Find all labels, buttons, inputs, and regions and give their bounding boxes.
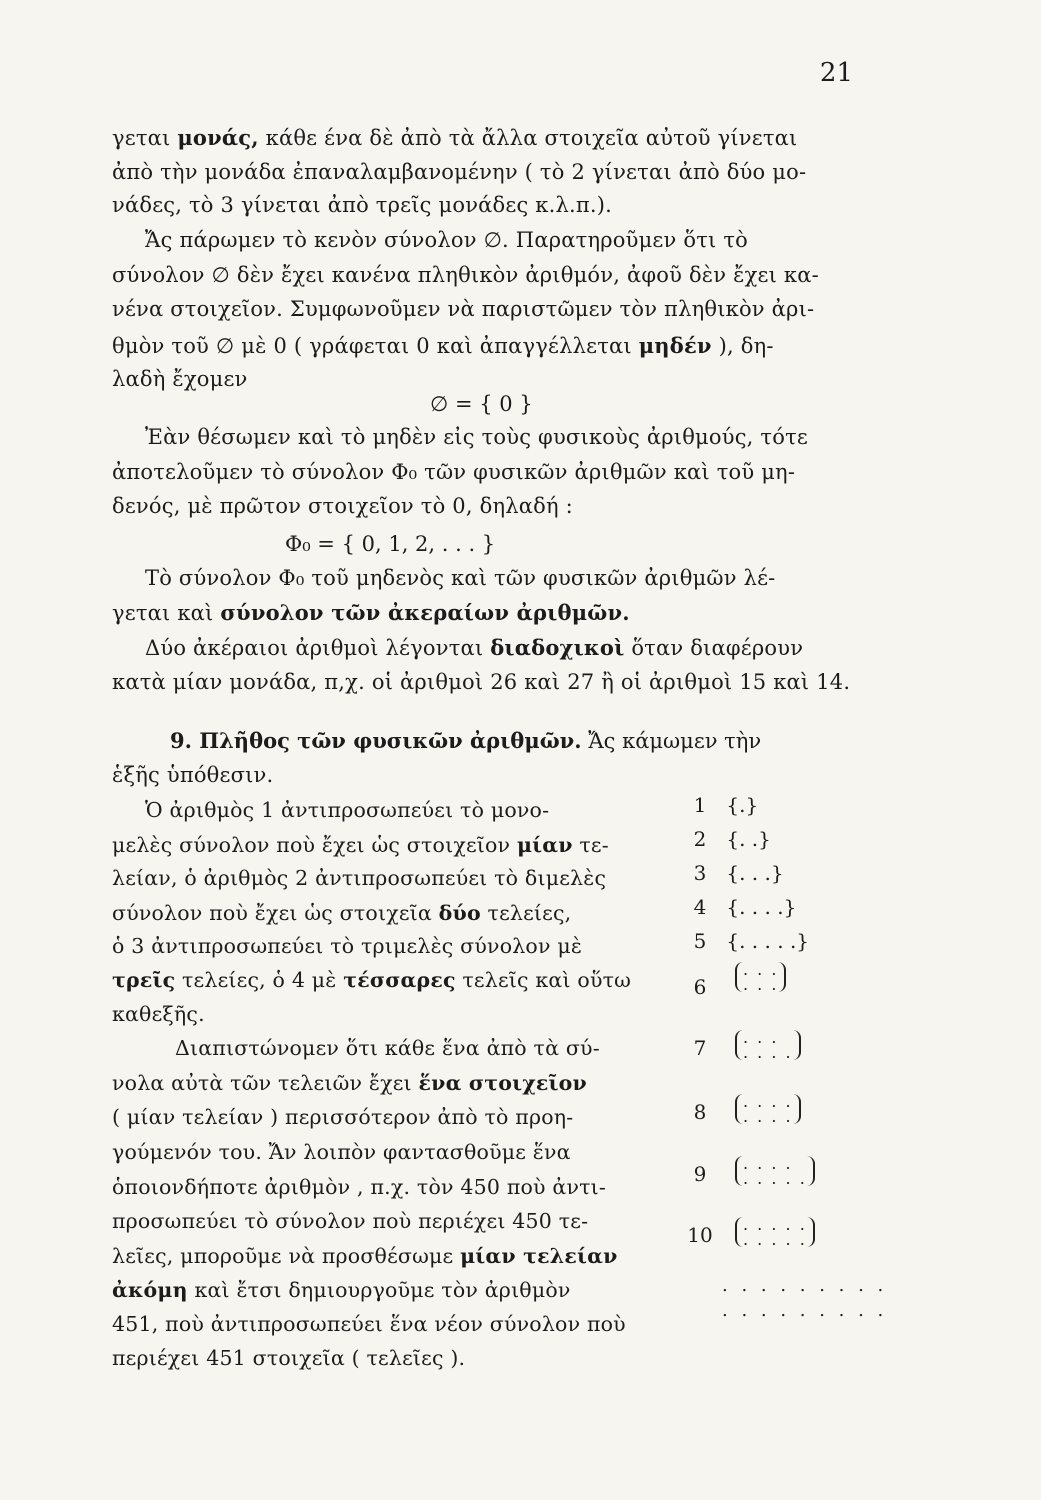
text-line: δενός, μὲ πρῶτον στοιχεῖον τὸ 0, δηλαδή : xyxy=(112,494,573,518)
example-number: 7 xyxy=(693,1036,707,1060)
ellipsis-row: . . . . . . . . . xyxy=(722,1300,888,1321)
text-line: καθεξῆς. xyxy=(112,1002,205,1026)
dot-set: . . . . . . . . . xyxy=(735,1156,815,1186)
text-line: ( μίαν τελείαν ) περισσότερον ἀπὸ τὸ προη- xyxy=(112,1105,574,1129)
equation-empty-set: ∅ = { 0 } xyxy=(430,392,533,416)
dot-set: . . . . . . xyxy=(735,962,786,992)
text-line: θμὸν τοῦ ∅ μὲ 0 ( γράφεται 0 καὶ ἀπαγγέλλεται μηδέν ), δη- xyxy=(112,333,774,358)
example-row: 4 {. . . .} xyxy=(693,895,797,919)
text-line: Διαπιστώνομεν ὅτι κάθε ἕνα ἀπὸ τὰ σύ- xyxy=(175,1036,600,1060)
dot-set: . . . . . . . . xyxy=(735,1094,801,1124)
ellipsis-row: . . . . . . . . . xyxy=(722,1275,888,1296)
example-row: 2 {. .} xyxy=(693,827,771,851)
example-number: 8 xyxy=(693,1100,707,1124)
text-line: ἑξῆς ὑπόθεσιν. xyxy=(112,763,274,787)
text-line: τρεῖς τελείες, ὁ 4 μὲ τέσσαρες τελεῖς καὶ οὕτω xyxy=(112,968,632,992)
text-line: λεῖες, μποροῦμε νὰ προσθέσωμε μίαν τελείαν xyxy=(112,1244,618,1268)
equation-phi0: Φ₀ = { 0, 1, 2, . . . } xyxy=(285,532,496,556)
example-number: 9 xyxy=(693,1162,707,1186)
section-heading: 9. Πλῆθος τῶν φυσικῶν ἀριθμῶν. Ἄς κάμωμεν τὴν xyxy=(170,728,762,753)
text-line: προσωπεύει τὸ σύνολον ποὺ περιέχει 450 τε- xyxy=(112,1209,589,1233)
text-line: ἀποτελοῦμεν τὸ σύνολον Φ₀ τῶν φυσικῶν ἀριθμῶν καὶ τοῦ μη- xyxy=(112,460,796,484)
text-line: σύνολον ποὺ ἔχει ὡς στοιχεῖα δύο τελείες, xyxy=(112,901,572,925)
text-line: γεται καὶ σύνολον τῶν ἀκεραίων ἀριθμῶν. xyxy=(112,600,630,625)
text-line: σύνολον ∅ δὲν ἔχει κανένα πληθικὸν ἀριθμόν, ἀφοῦ δὲν ἔχει κα- xyxy=(112,263,819,287)
text-line: Ὁ ἀριθμὸς 1 ἀντιπροσωπεύει τὸ μονο- xyxy=(145,798,550,822)
text-line: λείαν, ὁ ἀριθμὸς 2 ἀντιπροσωπεύει τὸ διμελὲς xyxy=(112,866,607,890)
text-line: 451, ποὺ ἀντιπροσωπεύει ἕνα νέον σύνολον ποὺ xyxy=(112,1312,626,1336)
dot-set: . . . . . . . . . . xyxy=(735,1217,815,1247)
example-row: 3 {. . .} xyxy=(693,861,784,885)
text-line: ὁποιονδήποτε ἀριθμὸν , π.χ. τὸν 450 ποὺ ἀντι- xyxy=(112,1175,607,1199)
page-number: 21 xyxy=(819,58,853,88)
example-row: 1 {.} xyxy=(693,793,759,817)
text-line: Ἄς πάρωμεν τὸ κενὸν σύνολον ∅. Παρατηροῦμεν ὅτι τὸ xyxy=(145,228,748,252)
text-line: Τὸ σύνολον Φ₀ τοῦ μηδενὸς καὶ τῶν φυσικῶν ἀριθμῶν λέ- xyxy=(145,566,776,590)
text-line: γεται μονάς, κάθε ένα δὲ ἀπὸ τὰ ἄλλα στοιχεῖα αὐτοῦ γίνεται xyxy=(112,125,798,150)
text-line: ἀπὸ τὴν μονάδα ἐπαναλαμβανομένην ( τὸ 2 γίνεται ἀπὸ δύο μο- xyxy=(112,160,807,184)
example-row: 5 {. . . . .} xyxy=(693,929,810,953)
example-number: 6 xyxy=(693,975,707,999)
dot-set: . . . . . . . xyxy=(735,1030,801,1060)
text-line: νένα στοιχεῖον. Συμφωνοῦμεν νὰ παριστῶμεν τὸν πληθικὸν ἀρι- xyxy=(112,297,815,321)
text-line: μελὲς σύνολον ποὺ ἔχει ὡς στοιχεῖον μίαν τε- xyxy=(112,833,609,857)
text-line: ὁ 3 ἀντιπροσωπεύει τὸ τριμελὲς σύνολον μὲ xyxy=(112,934,583,958)
text-line: Δύο ἀκέραιοι ἀριθμοὶ λέγονται διαδοχικοὶ ὅταν διαφέρουν xyxy=(145,635,804,660)
text-line: γούμενόν του. Ἄν λοιπὸν φαντασθοῦμε ἕνα xyxy=(112,1140,571,1164)
text-line: λαδὴ ἔχομεν xyxy=(112,367,248,391)
text-line: Ἐὰν θέσωμεν καὶ τὸ μηδὲν εἰς τοὺς φυσικοὺς ἀριθμούς, τότε xyxy=(145,425,808,449)
text-line: κατὰ μίαν μονάδα, π,χ. οἱ ἀριθμοὶ 26 καὶ 27 ἢ οἱ ἀριθμοὶ 15 καὶ 14. xyxy=(112,670,851,694)
text-line: νάδες, τὸ 3 γίνεται ἀπὸ τρεῖς μονάδες κ.λ.π.). xyxy=(112,193,613,217)
text-line: νολα αὐτὰ τῶν τελειῶν ἔχει ἕνα στοιχεῖον xyxy=(112,1071,587,1095)
text-line: ἀκόμη καὶ ἔτσι δημιουργοῦμε τὸν ἀριθμὸν xyxy=(112,1278,571,1302)
text-line: περιέχει 451 στοιχεῖα ( τελεῖες ). xyxy=(112,1346,466,1370)
example-number: 10 xyxy=(687,1223,713,1247)
